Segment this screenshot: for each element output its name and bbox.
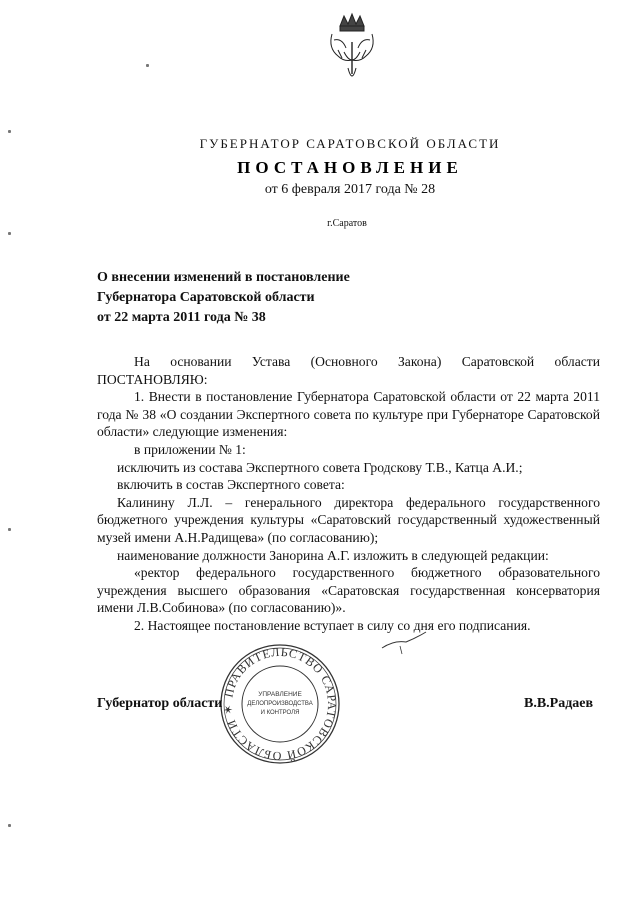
coat-of-arms-emblem	[318, 12, 386, 90]
svg-text:УПРАВЛЕНИЕ: УПРАВЛЕНИЕ	[258, 691, 302, 698]
subject-line-2: Губернатора Саратовской области	[97, 290, 315, 305]
paragraph-appendix: в приложении № 1:	[134, 441, 246, 457]
document-body	[97, 353, 600, 635]
svg-text:И КОНТРОЛЯ: И КОНТРОЛЯ	[260, 710, 300, 716]
document-type-title: ПОСТАНОВЛЕНИЕ	[237, 158, 463, 177]
svg-text:ДЕЛОПРОИЗВОДСТВА: ДЕЛОПРОИЗВОДСТВА	[247, 701, 313, 707]
subject-line-3: от 22 марта 2011 года № 38	[97, 310, 266, 325]
document-city: г.Саратов	[327, 218, 367, 229]
paragraph-basis: На основании Устава (Основного Закона) Саратовской области ПОСТАНОВЛЯЮ:	[97, 354, 600, 387]
document-date-number: от 6 февраля 2017 года № 28	[264, 182, 436, 197]
signatory-position: Губернатор области	[97, 696, 223, 711]
svg-text:ПРАВИТЕЛЬСТВО САРАТОВСКОЙ ОБЛА: ПРАВИТЕЛЬСТВО САРАТОВСКОЙ ОБЛАСТИ ✶	[220, 644, 340, 764]
paragraph-zanorin: наименование должности Занорина А.Г. изложить в следующей редакции:	[117, 547, 549, 563]
issuing-authority: ГУБЕРНАТОР САРАТОВСКОЙ ОБЛАСТИ	[199, 136, 501, 151]
signatory-name: В.В.Радаев	[524, 696, 594, 711]
paragraph-include: включить в состав Экспертного совета:	[117, 477, 345, 493]
scan-speck	[8, 232, 11, 235]
paragraph-rector: «ректор федерального государственного бюджетного образовательного учреждения высшего образования «Саратовская государственная консерватория имени Л.В.Собинова» (по согласованию)».	[97, 565, 600, 616]
scan-speck	[8, 824, 11, 827]
official-stamp	[218, 642, 342, 766]
scan-speck	[146, 64, 149, 67]
paragraph-exclude: исключить из состава Экспертного совета Гродскову Т.В., Катца А.И.;	[117, 459, 523, 475]
subject-line-1: О внесении изменений в постановление	[97, 270, 350, 285]
paragraph-2: 2. Настоящее постановление вступает в силу со дня его подписания.	[134, 617, 531, 633]
scan-speck	[8, 528, 11, 531]
scan-speck	[8, 130, 11, 133]
handwritten-signature	[380, 628, 430, 658]
paragraph-kalinina: Калинину Л.Л. – генерального директора федерального государственного бюджетного учреждения культуры «Саратовский государственный художественный музей имени А.Н.Радищева» (по согласованию);	[97, 494, 600, 545]
document-subject	[97, 268, 427, 328]
paragraph-1: 1. Внести в постановление Губернатора Саратовской области от 22 марта 2011 года № 38 «О создании Экспертного совета по культуре при Губернаторе Саратовской области» следующие изменения:	[97, 389, 600, 440]
